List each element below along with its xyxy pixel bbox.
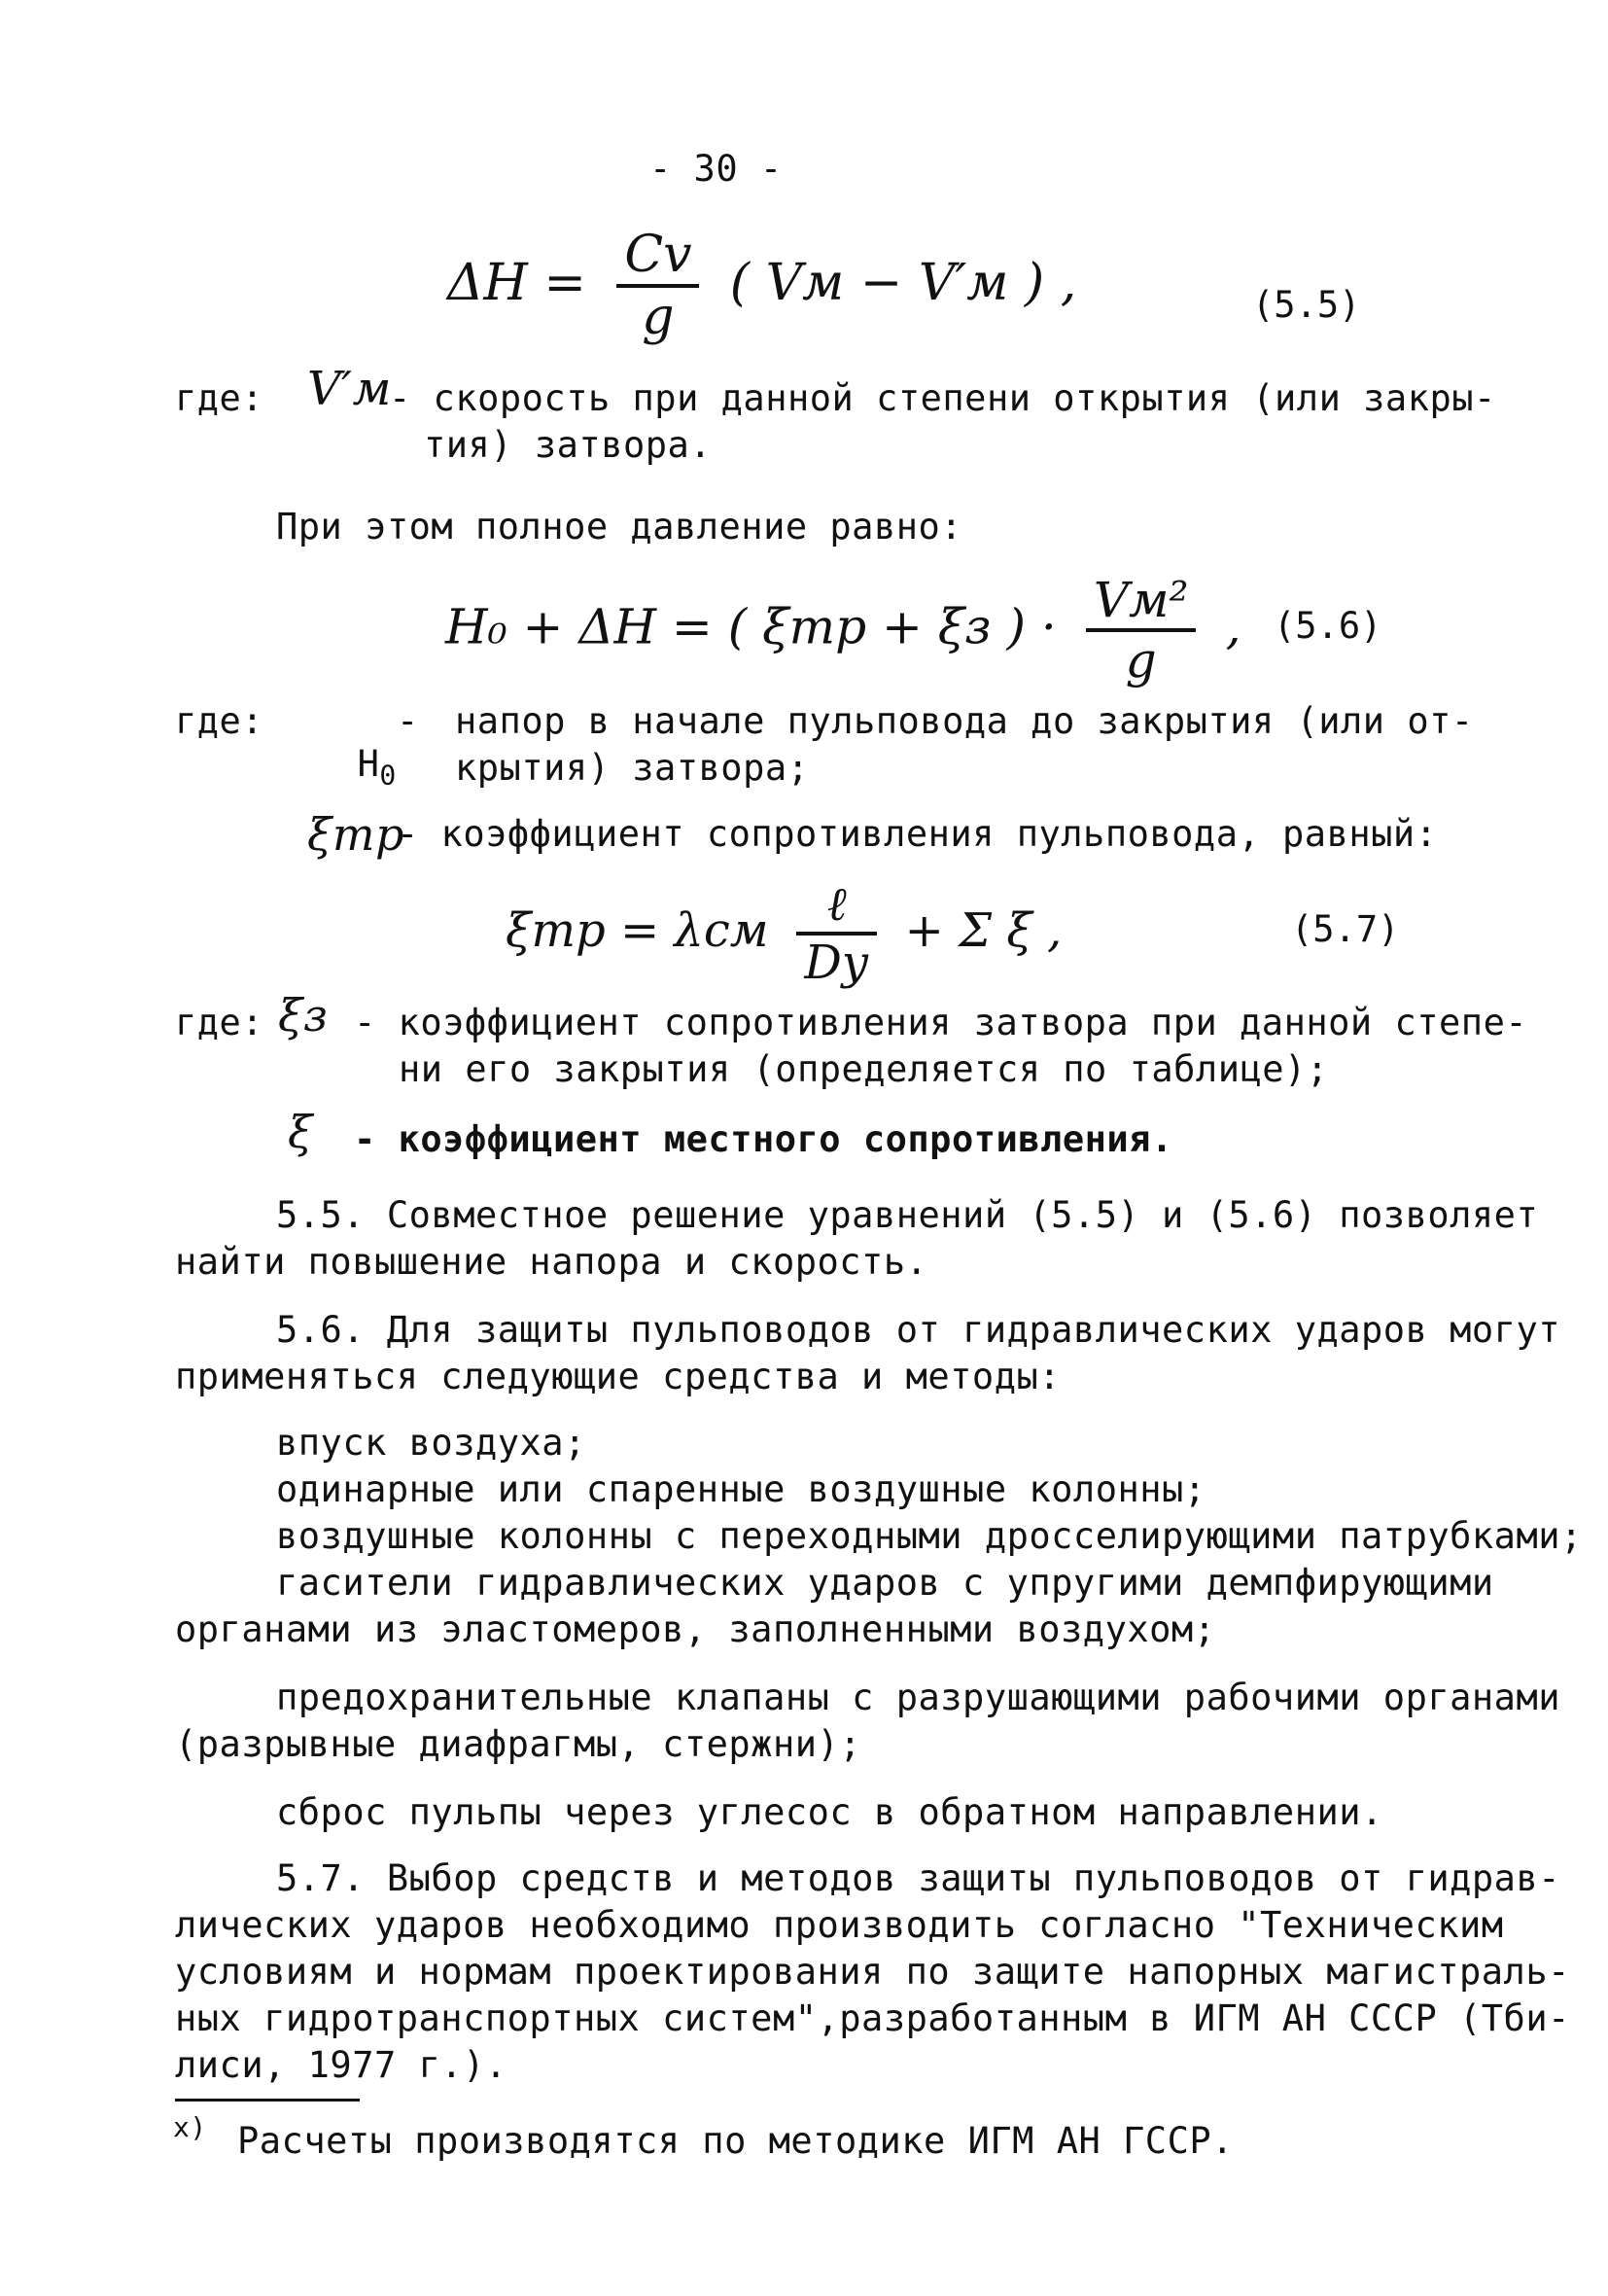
where3-label: где: [175, 1002, 264, 1043]
eq56-lhs: H₀ + ΔH = ( ξтр + ξз ) · [445, 598, 1057, 655]
eq57-tail: + Σ ξ , [904, 903, 1063, 958]
eq57-fraction [796, 877, 876, 990]
p57-line4: ных гидротранспортных систем",разработанным в ИГМ АН СССР (Тби- [175, 1997, 1570, 2039]
xi-z-text1: - коэффициент сопротивления затвора при данной степе- [354, 1002, 1528, 1043]
footnote-divider [175, 2099, 360, 2102]
h0-text1: напор в начале пульповода до закрытия (или от- [455, 700, 1474, 742]
where1-label: где: [175, 377, 264, 419]
page-number: - 30 - [649, 148, 783, 190]
list-item-air-columns-throttle: воздушные колонны с переходными дросселирующими патрубками; [276, 1515, 1583, 1557]
eq56-number: (5.6) [1274, 605, 1382, 647]
list-item-dampers-line1: гасители гидравлических ударов с упругими демпфирующими [276, 1562, 1494, 1604]
intro-5-6: При этом полное давление равно: [276, 506, 963, 548]
h0-subscript: 0 [379, 759, 397, 792]
p56-line2: применяться следующие средства и методы: [175, 1356, 1062, 1397]
xi-tr-text: - коэффициент сопротивления пульповода, равный: [397, 813, 1438, 855]
p55-line2: найти повышение напора и скорость. [175, 1241, 928, 1283]
eq57-numerator: ℓ [796, 877, 876, 936]
eq55-denominator: g [642, 288, 675, 346]
eq56-numerator: Vм² [1086, 572, 1197, 632]
xi-local-text: - коэффициент местного сопротивления. [354, 1118, 1173, 1160]
list-item-valves-line2: (разрывные диафрагмы, стержни); [175, 1723, 862, 1765]
where1-symbol: V′м [307, 362, 392, 416]
p56-line1: 5.6. Для защиты пульповодов от гидравлических ударов могут [276, 1309, 1561, 1351]
list-item-valves-line1: предохранительные клапаны с разрушающими рабочими органами [276, 1677, 1561, 1718]
h0-symbol [313, 700, 397, 796]
equation-5-5 [447, 226, 1076, 346]
list-item-air-intake: впуск воздуха; [276, 1422, 586, 1464]
p57-line5: лиси, 1977 г.). [175, 2044, 507, 2086]
list-item-pulp-discharge: сброс пульпы через углесос в обратном направлении. [276, 1791, 1383, 1833]
h0-letter: H [357, 743, 380, 785]
eq55-number: (5.5) [1252, 284, 1361, 326]
h0-dash: - [397, 700, 419, 742]
eq57-number: (5.7) [1291, 908, 1400, 950]
xi-local-symbol: ξ [288, 1106, 313, 1158]
where1-text1: - скорость при данной степени открытия (или закры- [389, 377, 1496, 419]
xi-z-symbol: ξз [278, 989, 329, 1042]
list-item-dampers-line2: органами из эластомеров, заполненными воздухом; [175, 1608, 1216, 1650]
where2-label: где: [175, 700, 264, 742]
eq56-fraction [1086, 572, 1197, 689]
xi-z-text2: ни его закрытия (определяется по таблице); [399, 1048, 1329, 1090]
footnote-text: Расчеты производятся по методике ИГМ АН ГССР. [237, 2120, 1234, 2162]
eq56-denominator: g [1125, 632, 1157, 689]
eq55-paren: ( Vм − V′м ) , [729, 254, 1077, 312]
equation-5-6 [445, 572, 1241, 689]
p57-line2: лических ударов необходимо производить согласно "Техническим [175, 1904, 1504, 1946]
eq55-lhs: ΔH = [447, 254, 586, 312]
eq55-numerator: Cv [616, 226, 699, 288]
footnote-mark: x) [173, 2111, 207, 2143]
eq57-denominator: Dу [804, 936, 869, 990]
list-item-air-columns: одинарные или спаренные воздушные колонны; [276, 1468, 1206, 1510]
eq56-tail: , [1225, 598, 1241, 655]
p57-line3: условиям и нормам проектирования по защите напорных магистраль- [175, 1951, 1570, 1993]
eq55-fraction [616, 226, 699, 346]
eq57-lhs: ξтр = λсм [506, 903, 769, 958]
xi-tr-symbol: ξтр [307, 808, 404, 861]
p57-line1: 5.7. Выбор средств и методов защиты пульповодов от гидрав- [276, 1857, 1561, 1899]
equation-5-7 [506, 877, 1062, 990]
p55-line1: 5.5. Совместное решение уравнений (5.5) и (5.6) позволяет [276, 1194, 1539, 1236]
h0-text2: крытия) затвора; [455, 747, 810, 789]
where1-text2: тия) затвора. [424, 424, 713, 466]
